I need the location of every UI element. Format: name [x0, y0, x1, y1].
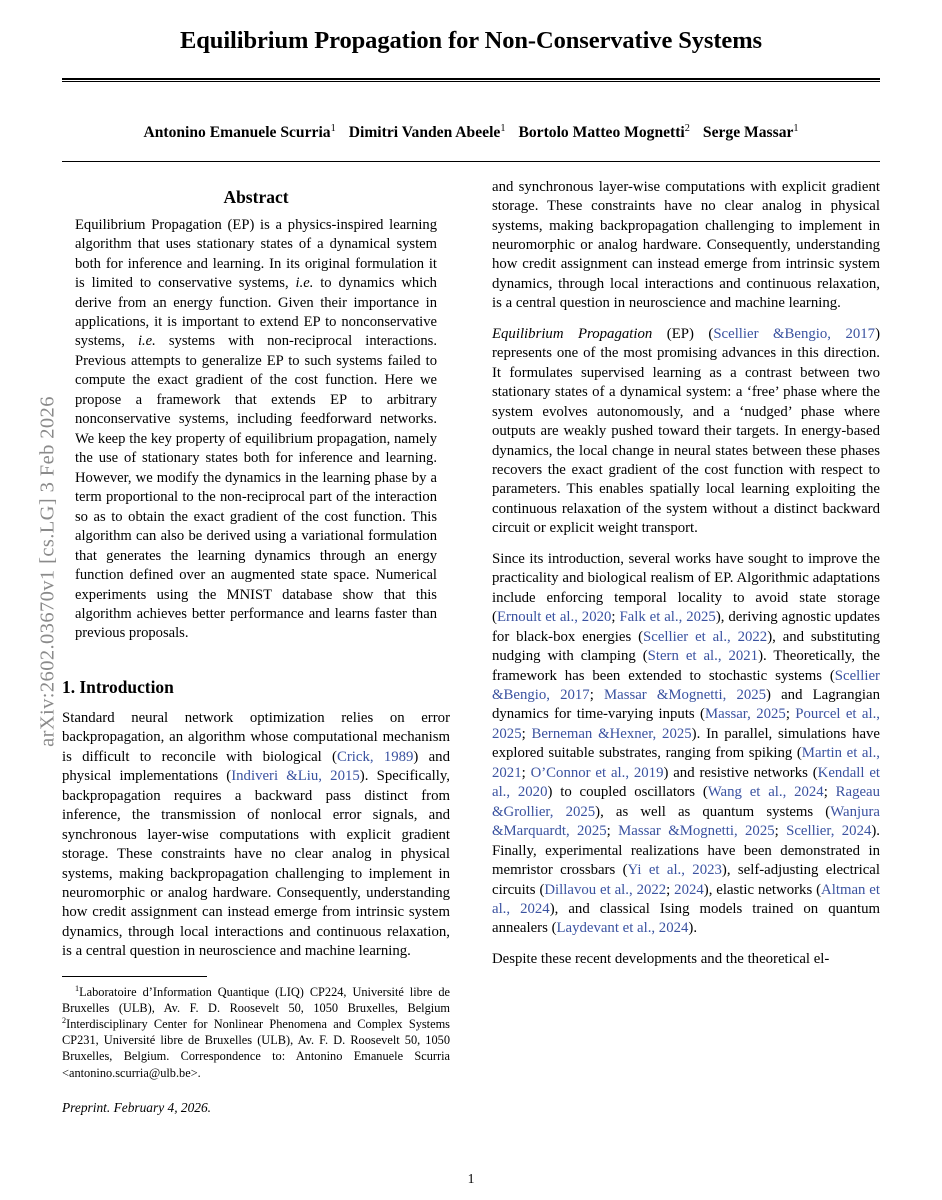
ep-term-italic: Equilibrium Propagation	[492, 325, 653, 342]
p3-seg-r: ). Finally, experimental realizations have been demonstrated in memristor crossbars (	[492, 823, 881, 879]
author-list	[62, 122, 880, 144]
citation-wang-2024[interactable]: Wang et al., 2024	[707, 784, 824, 801]
abstract-text	[62, 216, 450, 644]
p3-seg-k: ;	[521, 764, 531, 781]
footnote-text	[62, 984, 450, 1081]
abstract-heading: Abstract	[223, 186, 289, 207]
author-name: Antonino Emanuele Scurria	[143, 123, 331, 141]
author-affiliation-marker: 2	[684, 122, 690, 134]
p3-seg-e: ). Theoretically, the framework has been extended to stochastic systems (	[492, 648, 880, 684]
citation-massar-mognetti-2025[interactable]: Massar &Mognetti, 2025	[603, 686, 767, 703]
author-divider	[62, 161, 880, 162]
citation-berneman-hexner-2025[interactable]: Berneman &Hexner, 2025	[531, 725, 692, 742]
section-heading-introduction: 1. Introduction	[62, 676, 174, 697]
footnote-divider	[62, 976, 207, 977]
p3-seg-o: ), as well as quantum systems (	[595, 803, 831, 820]
citation-scellier-2022[interactable]: Scellier et al., 2022	[643, 628, 768, 645]
footnote-marker-1: 1	[75, 983, 80, 993]
p3-seg-n: ;	[823, 784, 836, 801]
p2-seg-b: ) represents one of the most promising advances in this direction. It formulates supervised learning as a contrast between two stationary states of a dynamical system: a ‘free’ phase where the system evolves autonomously, and a ‘nudged’ phase where outputs are weakly pushed toward their targets. In energy-based dynamics, the local change in neural states between these phases recovers the exact gradient of the cost function with respect to parameters. This enables spatially local learning exploiting the continuous relaxation of the system without a distinct backward circuit or explicit weight transport.	[492, 325, 880, 537]
citation-laydevant-2024[interactable]: Laydevant et al., 2024	[556, 920, 689, 937]
paper-page	[62, 0, 880, 1200]
left-column	[62, 178, 450, 1116]
right-paragraph-2	[492, 325, 880, 539]
abstract-italic-2: i.e.	[137, 333, 156, 350]
p3-seg-m: ) to coupled oscillators (	[547, 784, 708, 801]
p3-seg-f: ;	[589, 686, 604, 703]
title-divider	[62, 78, 880, 82]
arxiv-stamp: arXiv:2602.03670v1 [cs.LG] 3 Feb 2026	[36, 396, 59, 747]
footnote-block	[62, 976, 450, 1116]
p3-seg-g: ) and Lagrangian dynamics for time-varying inputs (	[492, 686, 880, 723]
right-paragraph-4: Despite these recent developments and the theoretical el-	[492, 950, 830, 967]
footnote-marker-2: 2	[62, 1016, 67, 1026]
page-number: 1	[467, 1171, 475, 1186]
p2-seg-a: (EP) (	[652, 325, 714, 342]
author-entry	[703, 124, 799, 141]
citation-scellier-bengio-2017[interactable]: Scellier &Bengio, 2017	[713, 325, 876, 342]
p3-seg-b: ;	[611, 609, 620, 626]
author-affiliation-marker: 1	[500, 122, 506, 134]
abstract-seg-3: systems with non-reciprocal interactions. Previous attempts to generalize EP to such systems failed to compute the exact gradient of the cost function. Here we propose a framework that extends EP to arbitrary nonconservative systems, including feedforward networks. We keep the key property of equilibrium propagation, namely the use of stationary states both for inference and learning. However, we modify the dynamics in the learning phase by a term proportional to the non-reciprocal part of the interaction so as to obtain the exact gradient of the cost function. This algorithm can also be derived using a variational formulation that generates the learning dynamics through an energy function defined over an augmented state space. Numerical experiments using the MNIST database show that this algorithm achieves better performance and learns faster than previous proposals.	[75, 333, 438, 642]
right-column	[492, 178, 880, 1116]
author-entry	[518, 124, 689, 141]
citation-dillavou-2024[interactable]: 2024	[674, 881, 704, 898]
right-paragraph-3	[492, 550, 880, 939]
citation-scellier-bengio-2017-b[interactable]: Scellier &Bengio, 2017	[492, 667, 880, 703]
abstract-seg-2: to dynamics which derive from an energy function. Given their importance in applications, it is important to extend EP to nonconservative systems,	[75, 275, 437, 350]
p3-seg-l: ) and resistive networks (	[663, 764, 818, 781]
citation-crick-1989[interactable]: Crick, 1989	[336, 748, 414, 765]
p3-seg-i: ;	[521, 725, 532, 742]
citation-wanjura-marquardt-2025[interactable]: Wanjura &Marquardt, 2025	[492, 803, 880, 840]
preprint-line: Preprint. February 4, 2026.	[62, 1099, 212, 1115]
citation-pourcel-2025[interactable]: Pourcel et al., 2025	[492, 706, 880, 742]
p3-seg-v: ), and classical Ising models trained on quantum annealers (	[492, 900, 880, 937]
citation-ernoult-2020[interactable]: Ernoult et al., 2020	[496, 609, 612, 626]
body-columns	[62, 178, 880, 1116]
p3-seg-h: ;	[785, 706, 796, 723]
citation-oconnor-2019[interactable]: O’Connor et al., 2019	[530, 764, 664, 781]
p3-seg-u: ), elastic networks (	[703, 881, 822, 898]
abstract-italic-1: i.e.	[295, 275, 314, 292]
citation-dillavou-2022[interactable]: Dillavou et al., 2022	[544, 881, 667, 898]
citation-martin-2021[interactable]: Martin et al., 2021	[492, 745, 880, 781]
page-title: Equilibrium Propagation for Non-Conservative Systems	[180, 27, 762, 54]
abstract-seg-1: Equilibrium Propagation (EP) is a physics-inspired learning algorithm that uses stationary states of a dynamical system both for inference and learning. In its original formulation it is limited to conservative systems,	[75, 216, 437, 292]
citation-altman-2024[interactable]: Altman et al., 2024	[492, 881, 880, 917]
author-entry	[143, 124, 335, 141]
p3-seg-a: Since its introduction, several works have sought to improve the practicality and biological realism of EP. Algorithmic adaptations include enforcing temporal locality to avoid state storage (	[492, 550, 880, 626]
citation-scellier-2024[interactable]: Scellier, 2024	[786, 823, 872, 840]
citation-yi-2023[interactable]: Yi et al., 2023	[627, 862, 722, 879]
citation-massar-2025[interactable]: Massar, 2025	[705, 706, 786, 723]
author-name: Dimitri Vanden Abeele	[348, 123, 501, 141]
author-affiliation-marker: 1	[793, 122, 799, 134]
intro-seg-b: ) and physical implementations (	[62, 748, 450, 785]
citation-massar-mognetti-2025-b[interactable]: Massar &Mognetti, 2025	[618, 823, 775, 840]
citation-kendall-2020[interactable]: Kendall et al., 2020	[492, 764, 881, 801]
citation-falk-2025[interactable]: Falk et al., 2025	[619, 609, 716, 626]
intro-seg-c: ). Specifically, backpropagation requires a backward pass distinct from inference, the transmission of nonlocal error signals, and synchronous layer-wise computations with explicit gradient storage. These constraints have no clear analog in physical systems, making backpropagation challenging to implement in neuromorphic or analog hardware. Consequently, understanding how credit assignment can instead emerge from intrinsic system dynamics, through local interactions and continuous relaxation, is a central question in neuroscience and machine learning.	[62, 768, 450, 960]
p3-seg-p: ;	[606, 823, 619, 840]
intro-paragraph-1	[62, 709, 450, 962]
author-name: Serge Massar	[702, 123, 794, 141]
right-paragraph-1: and synchronous layer-wise computations with explicit gradient storage. These constraints have no clear analog in physical systems, making backpropagation challenging to implement in neuromorphic or analog hardware. Consequently, understanding how credit assignment can instead emerge from intrinsic system dynamics, through local interactions and continuous relaxation, is a central question in neuroscience and machine learning.	[492, 178, 880, 312]
footnote-affiliation-1: Laboratoire d’Information Quantique (LIQ) CP224, Université libre de Bruxelles (ULB), Av. F. D. Roosevelt 50, 1050 Bruxelles, Belgium	[62, 984, 450, 1016]
p3-seg-w: ).	[688, 920, 698, 937]
p3-seg-c: ), deriving agnostic updates for black-box energies (	[492, 609, 881, 645]
p3-seg-j: ). In parallel, simulations have explored suitable substrates, ranging from spiking (	[492, 725, 880, 762]
author-entry	[349, 124, 506, 141]
citation-indiveri-liu-2015[interactable]: Indiveri &Liu, 2015	[231, 768, 360, 785]
author-name: Bortolo Matteo Mognetti	[518, 123, 685, 141]
p3-seg-s: ), self-adjusting electrical circuits (	[492, 862, 880, 898]
intro-seg-a: Standard neural network optimization relies on error backpropagation, an algorithm whose computational mechanism is difficult to reconcile with biological (	[62, 709, 450, 765]
p3-seg-d: ), and substituting nudging with clamping (	[492, 628, 880, 665]
footnote-affiliation-2: Interdisciplinary Center for Nonlinear Phenomena and Complex Systems CP231, Université libre de Bruxelles (ULB), Av. F. D. Roosevelt 50, 1050 Bruxelles, Belgium. Correspondence to: Antonino Emanuele Scurria <antonino.scurria@ulb.be>.	[62, 1017, 450, 1080]
citation-rageau-grollier-2025[interactable]: Rageau &Grollier, 2025	[492, 784, 881, 820]
p3-seg-q: ;	[774, 823, 787, 840]
author-affiliation-marker: 1	[330, 122, 336, 134]
citation-stern-2021[interactable]: Stern et al., 2021	[647, 648, 759, 665]
p3-seg-t: ;	[666, 881, 675, 898]
